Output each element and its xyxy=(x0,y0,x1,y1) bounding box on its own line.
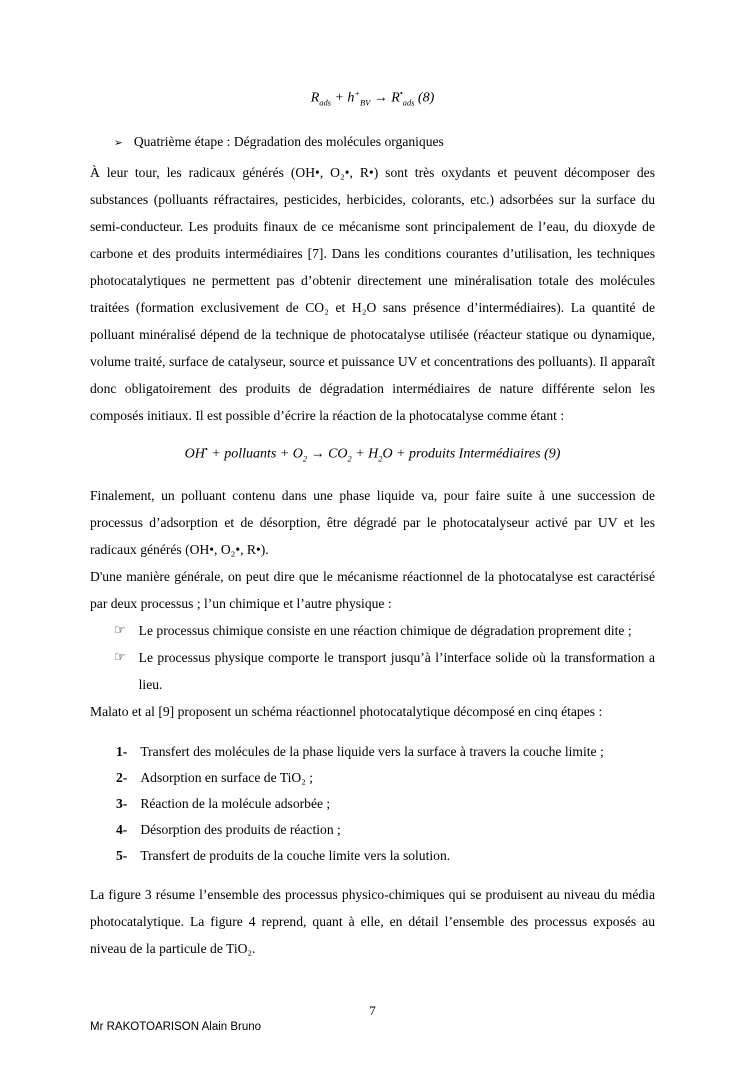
list-item xyxy=(116,791,655,817)
paragraph-degradation: À leur tour, les radicaux générés (OH•, O₂•, R•) sont très oxydants et peuvent décomposer des substances (polluants réfractaires, pesticides, herbicides, colorants, etc.) adsorbées sur la surface du semi-conducteur. Les produits finaux de ce mécanisme sont principalement de l’eau, du dioxyde de carbone et des produits intermédiaires [7]. Dans les conditions courantes d’utilisation, les techniques photocatalytiques ne permettent pas d’obtenir directement une minéralisation totale des molécules traitées (formation exclusivement de CO₂ et H₂O sans présence d’intermédiaires). La quantité de polluant minéralisé dépend de la technique de photocatalyse utilisée (réacteur statique ou dynamique, volume traité, surface de catalyseur, source et puissance UV et concentrations des polluants). Il apparaît donc obligatoirement des produits de dégradation intermédiaires de nature différente selon les composés initiaux. Il est possible d’écrire la réaction de la photocatalyse comme étant : xyxy=(90,165,655,424)
step-text: Désorption des produits de réaction ; xyxy=(140,821,341,837)
paragraph-figures: La figure 3 résume l’ensemble des processus physico-chimiques qui se produisent au niveau du média photocatalytique. La figure 4 reprend, quant à elle, en détail l’ensemble des processus exposés au niveau de la particule de TiO₂. xyxy=(90,886,655,956)
paragraph-mecanisme: D'une manière générale, on peut dire que le mécanisme réactionnel de la photocatalyse est caractérisé par deux processus ; l’un chimique et l’autre physique : xyxy=(90,568,655,611)
hand-bullet-icon: ☞ xyxy=(114,649,126,665)
paragraph-finalement: Finalement, un polluant contenu dans une phase liquide va, pour faire suite à une succession de processus d’adsorption et de désorption, être dégradé par le photocatalyseur activé par UV et les radicaux générés (OH•, O₂•, R•). xyxy=(90,487,655,557)
hand-item-text: Le processus physique comporte le transport jusqu’à l’interface solide où la transformation a lieu. xyxy=(138,649,655,692)
hand-list xyxy=(90,617,655,698)
list-item xyxy=(116,739,655,765)
list-item xyxy=(114,617,655,644)
step-number: 2- xyxy=(116,769,128,785)
list-item xyxy=(114,644,655,698)
step-number: 3- xyxy=(116,795,128,811)
hand-item-text: Le processus chimique consiste en une réaction chimique de dégradation proprement dite ; xyxy=(138,622,632,638)
list-item xyxy=(116,843,655,869)
step-text: Transfert des molécules de la phase liquide vers la surface à travers la couche limite ; xyxy=(140,743,604,759)
step4-heading-text: Quatrième étape : Dégradation des molécules organiques xyxy=(133,134,444,150)
step-text: Réaction de la molécule adsorbée ; xyxy=(140,795,331,811)
step-number: 5- xyxy=(116,847,128,863)
step-number: 4- xyxy=(116,821,128,837)
page-number: 7 xyxy=(369,1003,376,1018)
hand-bullet-icon: ☞ xyxy=(114,622,126,638)
equation-8: $R_{ads} + h^+_{BV} \to R^•_{ads}$ (8) xyxy=(310,89,435,108)
step-text: Transfert de produits de la couche limite vers la solution. xyxy=(140,847,451,863)
step-number: 1- xyxy=(116,743,128,759)
list-item xyxy=(116,817,655,843)
arrow-bullet-icon: ➢ xyxy=(114,137,123,150)
list-item xyxy=(116,765,655,791)
equation-9: OH• + polluants + $O_2 \to CO_2 + H_2O$ + produits Intermédiaires (9) xyxy=(184,445,561,464)
steps-list xyxy=(90,739,655,869)
step4-heading xyxy=(114,128,655,157)
footer-author: Mr RAKOTOARISON Alain Bruno xyxy=(90,1021,262,1033)
step-text: Adsorption en surface de TiO₂ ; xyxy=(140,769,314,785)
paragraph-malato: Malato et al [9] proposent un schéma réactionnel photocatalytique décomposé en cinq étapes : xyxy=(90,703,603,719)
